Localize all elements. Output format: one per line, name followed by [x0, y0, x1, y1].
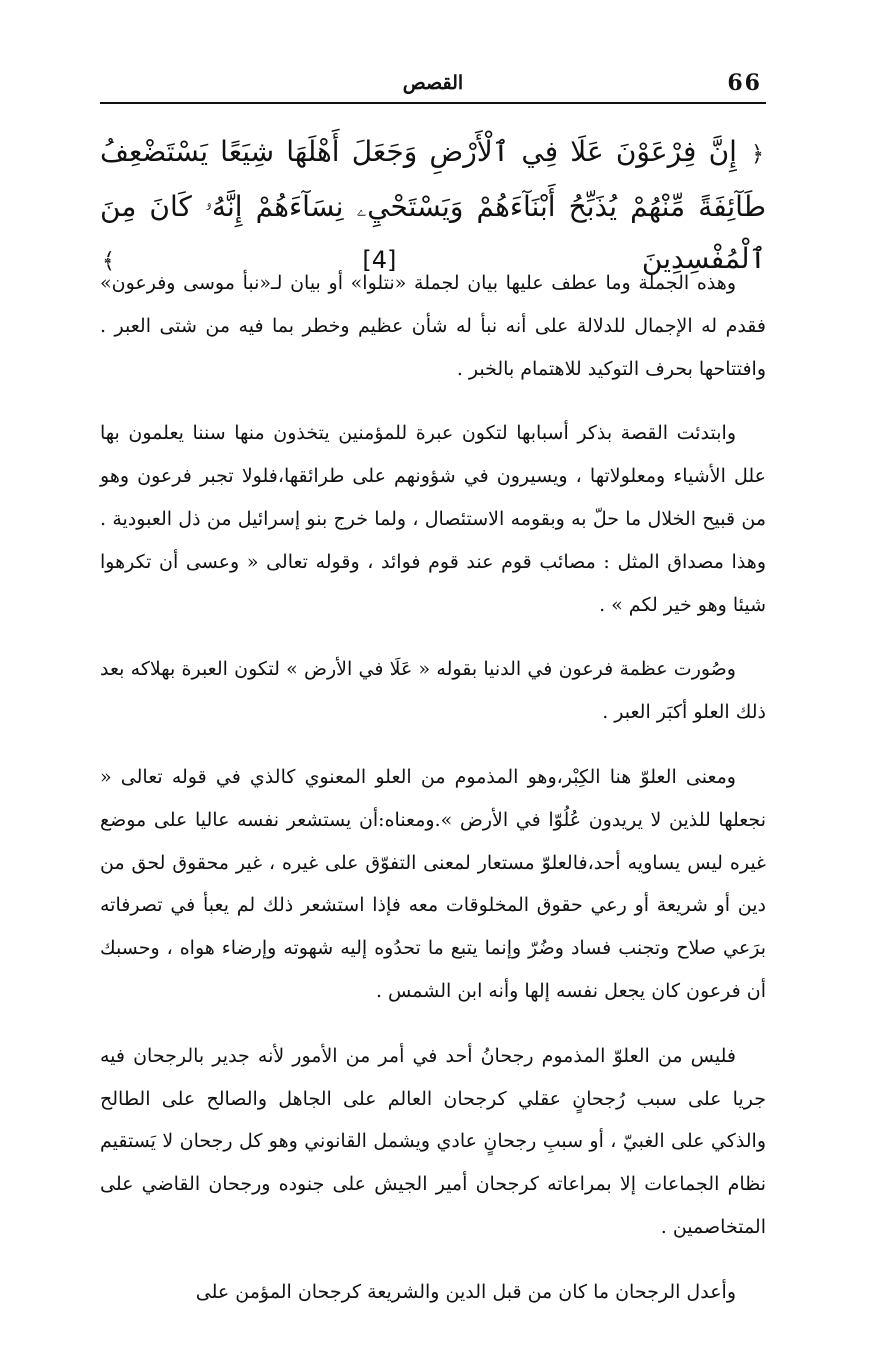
paragraph: فليس من العلوّ المذموم رجحانُ أحد في أمر من الأمور لأنه جدير بالرجحان فيه جريا على سبب رُجحانٍ عقلي كرجحان العالم على الجاهل والصالح على الطالح والذكي على الغبيّ ، أو سببِ رجحانٍ عادي ويشمل القانوني وهو كل رجحان لا يَستقيم نظام الجماعات إلا بمراعاته كرجحان أمير الجيش على جنوده ورجحان القاضي على المتخاصمين .: [100, 1044, 766, 1238]
page-header: [100, 66, 766, 100]
page-number: 66: [727, 70, 762, 96]
header-divider: [100, 102, 766, 104]
paragraph: وأعدل الرجحان ما كان من قبل الدين والشريعة كرجحان المؤمن على: [195, 1280, 736, 1303]
paragraph: ومعنى العلوّ هنا الكِبْر،وهو المذموم من العلو المعنوي كالذي في قوله تعالى « نجعلها للذين لا يريدون عُلُوّا في الأرض ».ومعناه:أن يستشعر نفسه عاليا على موضع غيره ليس يساويه أحد،فالعلوّ مستعار لمعنى التفوّق على غيره ، غير محقوق لحق من دين أو شريعة أو رعي حقوق المخلوقات معه فإذا استشعر ذلك لم يعبأ في تصرفاته برَعي صلاح وتجنب فساد وضُرّ وإنما يتبع ما تحدُوه إليه شهوته وإرضاء هواه ، وحسبك أن فرعون كان يجعل نفسه إلها وأنه ابن الشمس .: [100, 765, 766, 1002]
paragraph: وصُورت عظمة فرعون في الدنيا بقوله « عَلَا في الأرض » لتكون العبرة بهلاكه بعد ذلك العلو أكبَر العبر .: [100, 658, 766, 724]
commentary-body: [100, 262, 766, 1336]
surah-title: القصص: [402, 72, 464, 94]
verse-close-bracket: ﴾: [102, 249, 115, 274]
verse-number: [4]: [362, 246, 397, 274]
paragraph: وابتدئت القصة بذكر أسبابها لتكون عبرة للمؤمنين يتخذون منها سننا يعلمون بها علل الأشياء ومعلولاتها ، ويسيرون في شؤونهم على طرائقها،فلولا تجبر فرعون وهو من قبيح الخلال ما حلّ به وبقومه الاستئصال ، ولما خرج بنو إسرائيل من ذل العبودية . وهذا مصداق المثل : مصائب قوم عند قوم فوائد ، وقوله تعالى « وعسى أن تكرهوا شيئا وهو خير لكم » .: [100, 422, 766, 616]
paragraph: وهذه الجملة وما عطف عليها بيان لجملة «نتلوا» أو بيان لـ«نبأ موسى وفرعون» فقدم له الإجمال للدلالة على أنه نبأ له شأن عظيم وخطر بما فيه من شتى العبر . وافتتاحها بحرف التوكيد للاهتمام بالخبر .: [100, 272, 766, 380]
verse-text: إِنَّ فِرْعَوْنَ عَلَا فِي ٱلْأَرْضِ وَجَعَلَ أَهْلَهَا شِيَعًا يَسْتَضْعِفُ طَآئِفَةً مِّنْهُمْ يُذَبِّحُ أَبْنَآءَهُمْ وَيَسْتَحْيِۦ نِسَآءَهُمْ إِنَّهُۥ كَانَ مِنَ ٱلْمُفْسِدِينَ: [100, 135, 766, 275]
verse-open-bracket: ﴿: [751, 142, 764, 167]
